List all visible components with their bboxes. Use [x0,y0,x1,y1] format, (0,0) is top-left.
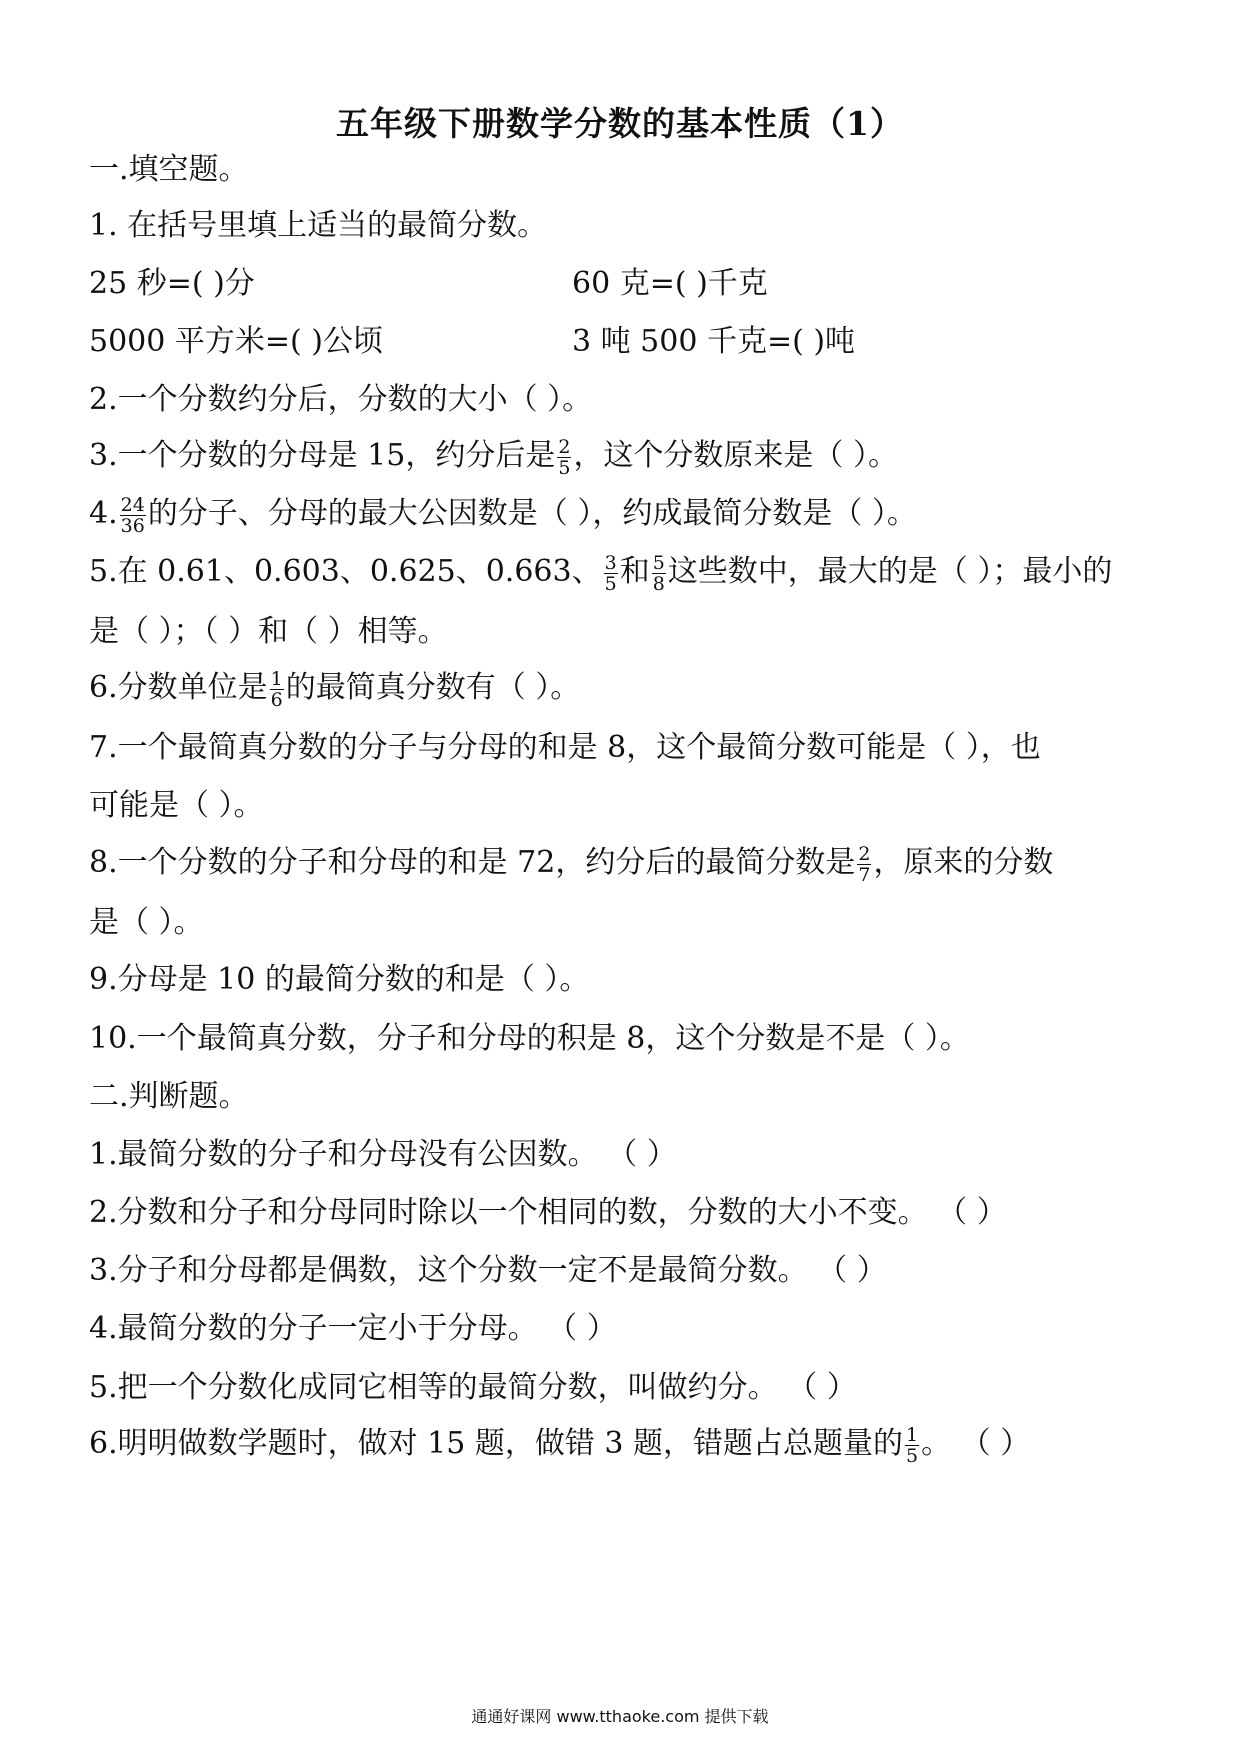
judge-q4: 4.最简分数的分子一定小于分母。 （ ） [89,1311,617,1346]
fraction-numerator: 3 [604,551,617,574]
q8-line2: 是（ ）。 [89,905,204,940]
q5-line2: 是（ ）；（ ）和（ ）相等。 [89,614,448,649]
q9-text: 9.分母是 10 的最简分数的和是（ ）。 [89,962,590,997]
fraction-denominator: 5 [906,1444,919,1467]
q4-pre: 4. [89,496,118,531]
q1-item-1: 25 秒=( )分 [89,266,255,301]
judge-q1: 1.最简分数的分子和分母没有公因数。 （ ） [89,1137,677,1172]
fraction-numerator: 1 [906,1423,919,1446]
footer-credit: 通通好课网 www.tthaoke.com 提供下载 [471,1707,769,1726]
section2-heading: 二.判断题。 [89,1079,249,1114]
section1-heading: 一.填空题。 [89,152,249,187]
q4-fraction [120,495,146,536]
q5-fraction-2 [652,553,666,594]
q4-line [89,494,917,536]
q5-pre: 5.在 0.61、0.603、0.625、0.663、 [89,554,602,589]
fraction-denominator: 5 [604,572,617,595]
q1-item-4: 3 吨 500 千克=( )吨 [572,324,856,359]
q6-pre: 6.分数单位是 [89,670,268,705]
judge-q6-fraction [905,1425,919,1466]
judge-q6 [89,1424,1030,1466]
judge-q6-pre: 6.明明做数学题时，做对 15 题，做错 3 题，错题占总题量的 [89,1426,904,1461]
q3-line [89,436,898,478]
q3-post: ，这个分数原来是（ ）。 [573,438,898,473]
q1-text: 1. 在括号里填上适当的最简分数。 [89,208,548,243]
fraction-numerator: 2 [858,842,871,865]
judge-q6-post: 。 （ ） [921,1426,1031,1461]
q3-fraction [557,437,571,478]
judge-q3: 3.分子和分母都是偶数，这个分数一定不是最简分数。 （ ） [89,1253,887,1288]
fraction-denominator: 6 [270,688,283,711]
judge-q5: 5.把一个分数化成同它相等的最简分数，叫做约分。 （ ） [89,1370,857,1405]
q8-fraction [857,844,871,885]
q4-post: 的分子、分母的最大公因数是（ ），约成最简分数是（ ）。 [147,496,917,531]
fraction-denominator: 36 [120,514,145,537]
fraction-numerator: 1 [270,667,283,690]
q7-line2: 可能是（ ）。 [89,788,264,823]
q1-item-3: 5000 平方米=( )公顷 [89,324,383,359]
q6-fraction [270,669,284,710]
q7-line1: 7.一个最简真分数的分子与分母的和是 8，这个最简分数可能是（ ），也 [89,730,1041,765]
q5-fraction-1 [604,553,618,594]
fraction-numerator: 24 [120,493,145,516]
q5-mid: 和 [619,554,650,589]
judge-q2: 2.分数和分子和分母同时除以一个相同的数，分数的大小不变。 （ ） [89,1195,1007,1230]
fraction-denominator: 8 [652,572,665,595]
q2-text: 2.一个分数约分后，分数的大小（ ）。 [89,382,593,417]
q3-pre: 3.一个分数的分母是 15，约分后是 [89,438,556,473]
q10-text: 10.一个最简真分数，分子和分母的积是 8，这个分数是不是（ ）。 [89,1021,970,1056]
q5-line1 [89,552,1112,594]
q1-item-2: 60 克=( )千克 [572,266,768,301]
q8-line1 [89,843,1053,885]
fraction-numerator: 5 [652,551,665,574]
fraction-denominator: 5 [558,456,571,479]
q8-post: ，原来的分数 [873,845,1054,880]
fraction-denominator: 7 [858,863,871,886]
page-title: 五年级下册数学分数的基本性质（1） [336,104,904,143]
q6-post: 的最简真分数有（ ）。 [285,670,581,705]
fraction-numerator: 2 [558,435,571,458]
q5-post: 这些数中，最大的是（ ）；最小的 [667,554,1113,589]
q6-line [89,668,580,710]
q8-pre: 8.一个分数的分子和分母的和是 72，约分后的最简分数是 [89,845,856,880]
